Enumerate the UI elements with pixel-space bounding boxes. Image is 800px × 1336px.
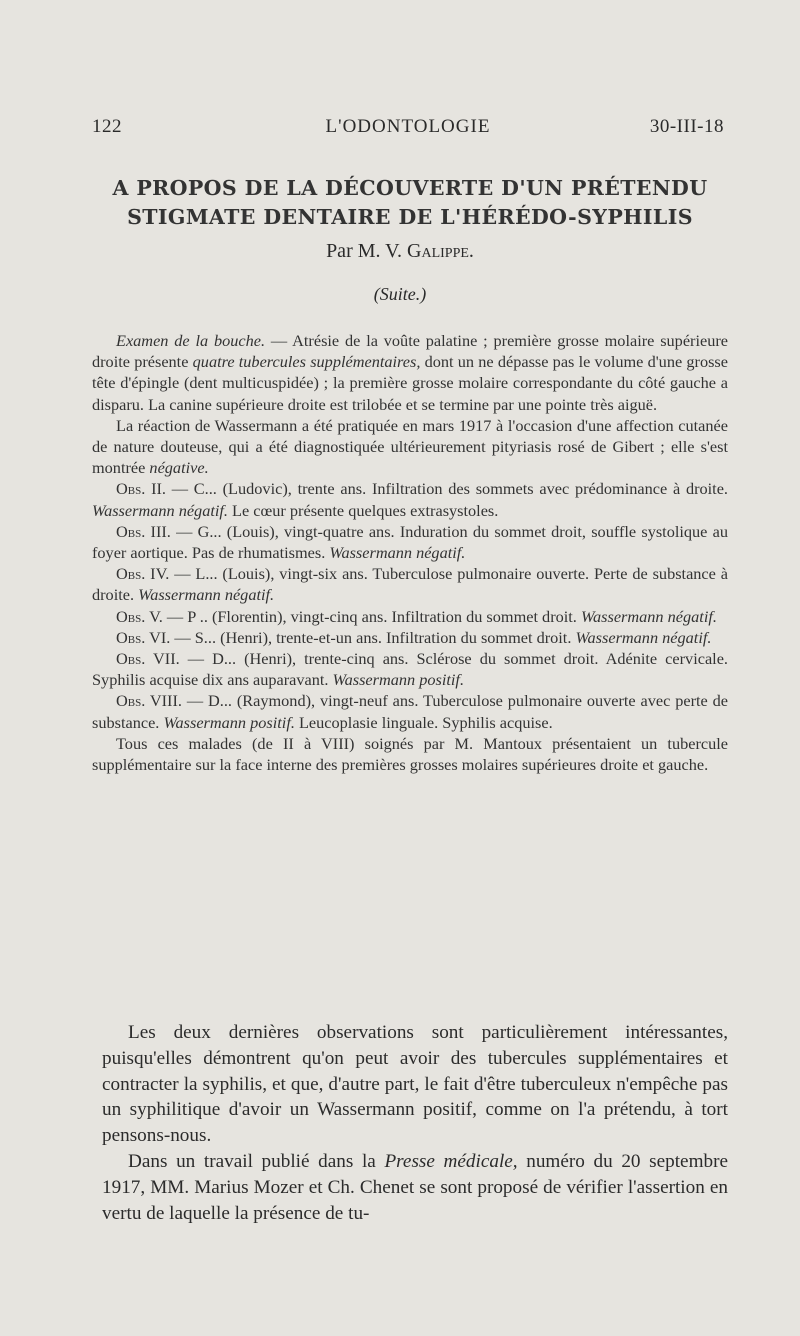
journal-title: L'ODONTOLOGIE	[325, 116, 491, 137]
author-name: Galippe.	[407, 240, 474, 262]
obs-after: Leucoplasie linguale. Syphilis acquise.	[294, 712, 553, 732]
observation-2	[92, 478, 728, 520]
obs-label: Obs.	[116, 479, 146, 499]
case-notes	[92, 330, 728, 775]
obs-label: Obs.	[116, 649, 146, 669]
body-p2-after: numéro du 20 septembre 1917, MM. Marius Mozer et Ch. Chenet se sont proposé de vérifier l'assertion en vertu de laquelle la présence de tu-	[102, 1150, 728, 1224]
article-title-line-2: STIGMATE DENTAIRE DE L'HÉRÉDO-SYPHILIS	[127, 205, 693, 229]
obs-result: Wassermann négatif.	[92, 500, 228, 520]
obs-label: Obs.	[116, 691, 146, 711]
author-line	[0, 240, 800, 263]
continued-note: (Suite.)	[373, 284, 427, 304]
exam-text-2: dont un ne dépasse pas le volume d'une grosse tête d'épingle (dent multicuspidée) ; la première grosse molaire correspondante du côté gauche a disparu. La canine supérieure droite est trilobée et se termine par une pointe très aiguë.	[92, 352, 728, 414]
body-p2-before: Dans un travail publié dans la	[128, 1150, 385, 1172]
obs-text: IV. — L... (Louis), vingt-six ans. Tuberculose pulmonaire ouverte. Perte de substance à droite.	[92, 564, 728, 605]
summary-paragraph: Tous ces malades (de II à VIII) soignés par M. Mantoux présentaient un tubercule supplémentaire sur la face interne des premières grosses molaires supérieures droite et gauche.	[92, 733, 728, 775]
exam-emphasis: quatre tubercules supplémentaires,	[192, 352, 421, 372]
article-title-line-1: A PROPOS DE LA DÉCOUVERTE D'UN PRÉTENDU	[112, 176, 708, 200]
journal-citation: Presse médicale,	[384, 1150, 518, 1172]
exam-text-1: — Atrésie de la voûte palatine ; première grosse molaire supérieure droite présente	[92, 331, 729, 372]
wassermann-paragraph	[92, 415, 728, 479]
observation-6	[92, 627, 728, 648]
obs-label: Obs.	[116, 564, 146, 584]
body-paragraph-2	[102, 1149, 728, 1226]
page-number: 122	[92, 116, 122, 137]
observation-4	[92, 563, 728, 605]
obs-result: Wassermann positif.	[163, 712, 295, 732]
obs-label: Obs.	[116, 627, 146, 647]
obs-text: II. — C... (Ludovic), trente ans. Infiltration des sommets avec prédominance à droite.	[145, 479, 728, 499]
obs-text: III. — G... (Louis), vingt-quatre ans. Induration du sommet droit, souffle systolique au foyer aortique. Pas de rhumatismes.	[92, 521, 728, 563]
obs-result: Wassermann négatif.	[575, 627, 712, 647]
obs-label: Obs.	[116, 521, 146, 541]
body-text	[102, 1020, 728, 1226]
obs-text: VII. — D... (Henri), trente-cinq ans. Sclérose du sommet droit. Adénite cervicale. Syphilis acquise dix ans auparavant.	[92, 649, 728, 690]
obs-result: Wassermann négatif.	[329, 543, 466, 563]
obs-text: VIII. — D... (Raymond), vingt-neuf ans. Tuberculose pulmonaire ouverte avec perte de substance.	[92, 691, 728, 732]
body-paragraph-1: Les deux dernières observations sont particulièrement intéressantes, puisqu'elles démontrent qu'on peut avoir des tubercules supplémentaires et contracter la syphilis, et que, d'autre part, le fait d'être tuberculeux n'empêche pas un syphilitique d'avoir un Wassermann positif, comme on l'a prétendu, à tort pensons-nous.	[102, 1022, 728, 1147]
observation-7	[92, 648, 728, 690]
obs-text: V. — P .. (Florentin), vingt-cinq ans. Infiltration du sommet droit.	[145, 606, 581, 626]
observation-8	[92, 690, 728, 732]
obs-text: VI. — S... (Henri), trente-et-un ans. Infiltration du sommet droit.	[145, 627, 576, 647]
obs-result: Wassermann positif.	[332, 670, 465, 690]
wassermann-text: La réaction de Wassermann a été pratiquée en mars 1917 à l'occasion d'une affection cutanée de nature douteuse, qui a été diagnostiquée ultérieurement pityriasis rosé de Gibert ; elle s'est montrée	[92, 415, 728, 478]
exam-lead: Examen de la bouche.	[116, 331, 266, 350]
author-prefix: Par M. V.	[326, 240, 408, 262]
wassermann-emphasis: négative.	[149, 458, 209, 478]
issue-date: 30-III-18	[649, 116, 724, 137]
obs-after: Le cœur présente quelques extrasystoles.	[227, 500, 499, 520]
obs-label: Obs.	[116, 606, 146, 626]
observation-3	[92, 521, 728, 563]
obs-result: Wassermann négatif.	[138, 585, 275, 605]
observation-5	[92, 606, 728, 627]
obs-result: Wassermann négatif.	[580, 606, 717, 626]
exam-paragraph	[92, 330, 728, 415]
article-title	[60, 174, 760, 232]
